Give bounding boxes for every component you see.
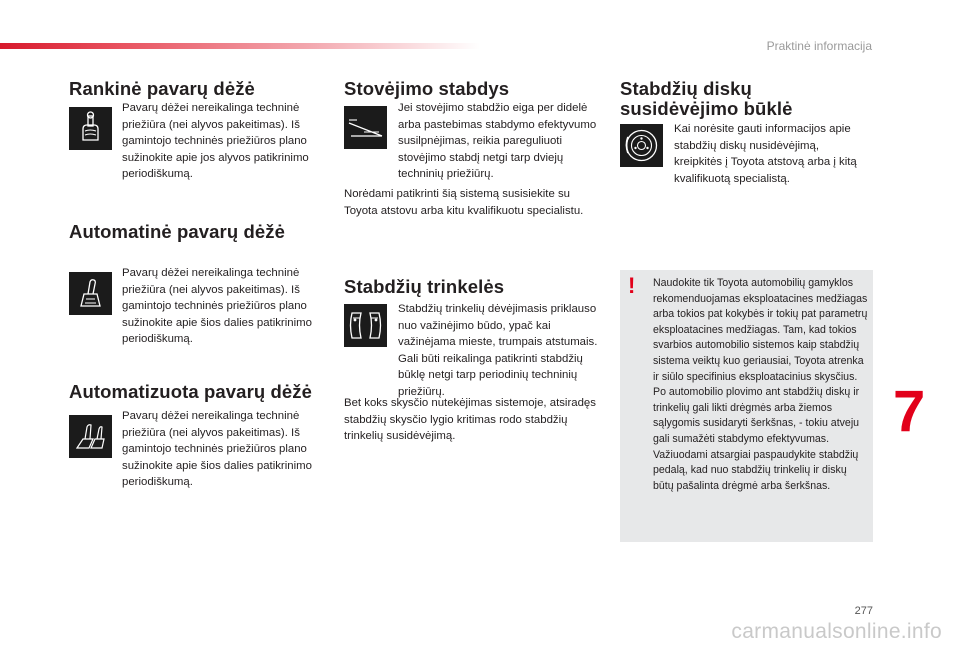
section-label: Praktinė informacija (766, 39, 872, 53)
warning-note-text (653, 276, 869, 494)
brake-pads-icon (344, 304, 387, 347)
heading-brake-discs: Stabdžių diskų susidėvėjimo būklė (620, 78, 793, 119)
brake-disc-icon (620, 124, 663, 167)
brake-pads-text: Stabdžių trinkelių dėvėjimasis priklauso nuo važinėjimo būdo, ypač kai važinėjama mieste, trumpais atstumais. Gali būti reikalinga patikrinti stabdžių būklę netgi tarp periodinių techninių priežiūrų. (398, 303, 598, 398)
watermark: carmanualsonline.info (731, 620, 942, 643)
brake-discs-text: Kai norėsite gauti informacijos apie stabdžių diskų nusidėvėjimą, kreipkitės į Toyota atstovą arba į kitą kvalifikuotą specialistą. (674, 123, 857, 185)
header-accent-bar (0, 43, 480, 49)
heading-manual-gearbox: Rankinė pavarų dėžė (69, 78, 255, 99)
manual-gearbox-text: Pavarų dėžei nereikalinga techninė priežiūra (nei alyvos pakeitimas). Iš gamintojo techninės priežiūros plano sužinokite apie jos alyvos patikrinimo periodiškumą. (122, 102, 309, 180)
heading-automatic-gearbox: Automatinė pavarų dėžė (69, 221, 286, 242)
manual-gear-lever-icon (69, 107, 112, 150)
automated-gearbox-text: Pavarų dėžei nereikalinga techninė priežiūra (nei alyvos pakeitimas). Iš gamintojo techninės priežiūros plano sužinokite apie šios dalies patikrinimo periodiškumą. (122, 410, 312, 488)
warning-exclamation-icon: ! (628, 273, 636, 298)
parking-brake-lever-icon (344, 106, 387, 149)
automatic-gear-selector-icon (69, 272, 112, 315)
heading-parking-brake: Stovėjimo stabdys (344, 78, 510, 99)
parking-brake-text: Jei stovėjimo stabdžio eiga per didelė arba pastebimas stabdymo efektyvumo susilpnėjimas, reikia pareguliuoti stovėjimo stabdį netgi tarp dviejų techninių priežiūrų. (398, 102, 597, 180)
automatic-gearbox-text: Pavarų dėžei nereikalinga techninė priežiūra (nei alyvos pakeitimas). Iš gamintojo techninės priežiūros plano sužinokite apie šios dalies patikrinimo periodiškumą. (122, 267, 312, 345)
automated-gear-selector-icon (69, 415, 112, 458)
warning-note-paragraph-1: Naudokite tik Toyota automobilių gamyklos rekomenduojamas eksploatacines medžiagas arba tokios pat kokybės ir tokių pat parametrų eksploatacines medžiagas. Tam, kad tokios svarbios automobilio sistemos kaip stabdžių sistema veiktų kuo geriausiai, Toyota atrenka ir siūlo specifinius eksploatacinius skysčius. (653, 277, 868, 383)
brake-pads-text-2: Bet koks skysčio nutekėjimas sistemoje, atsiradęs stabdžių skysčio lygio kritimas rodo stabdžių trinkelių susidėvėjimą. (344, 397, 596, 442)
parking-brake-text-2: Norėdami patikrinti šią sistemą susisiekite su Toyota atstovu arba kitu kvalifikuotu specialistu. (344, 188, 584, 217)
page-number: 277 (854, 605, 873, 617)
chapter-number: 7 (893, 379, 926, 444)
heading-automated-gearbox: Automatizuota pavarų dėžė (69, 381, 313, 402)
warning-note-paragraph-2: Po automobilio plovimo ant stabdžių diskų ir trinkelių gali likti drėgmės arba žiemos sąlygomis susidaryti šerkšnas, - tokiu atveju gali sumažėti stabdymo efektyvumas. Važiuodami atsargiai paspaudykite stabdžių pedalą, kad nuo stabdžių trinkelių ir diskų būtų pašalinta drėgmė arba šerkšnas. (653, 386, 860, 492)
heading-brake-pads: Stabdžių trinkelės (344, 276, 505, 297)
